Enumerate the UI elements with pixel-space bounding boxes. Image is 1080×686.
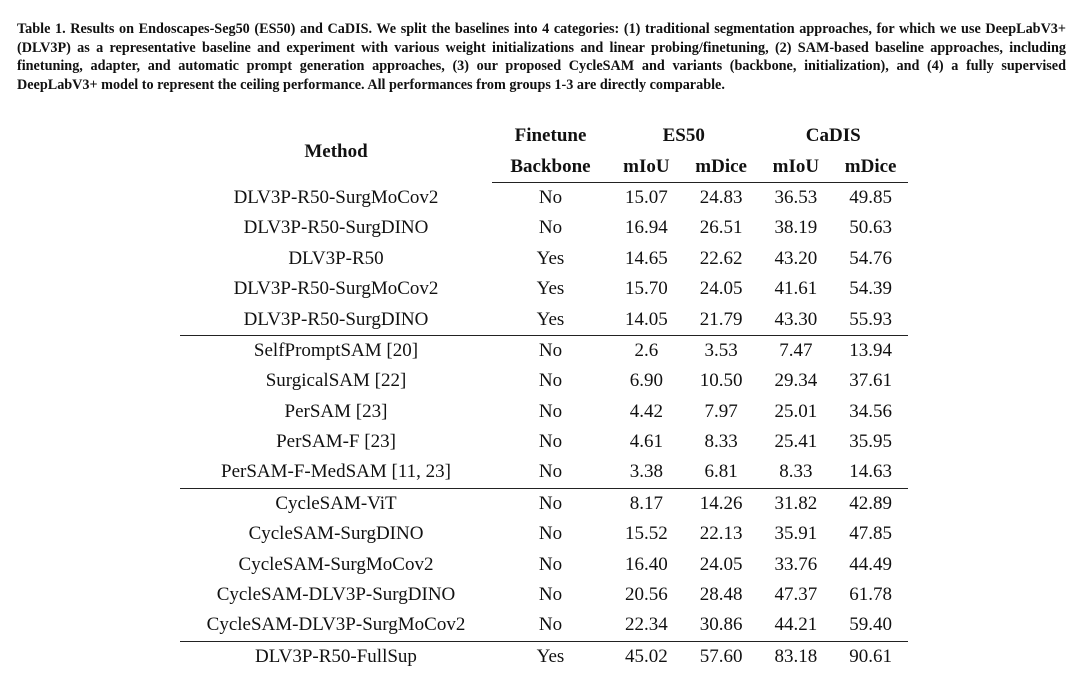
method-cell: SurgicalSAM [22]	[265, 370, 407, 392]
table-row	[180, 519, 908, 549]
cadis-mdice-cell: 55.93	[849, 308, 892, 330]
finetune-cell: No	[492, 335, 609, 366]
cadis-mdice-cell: 47.85	[849, 523, 892, 545]
method-cell: CycleSAM-DLV3P-SurgMoCov2	[206, 614, 466, 636]
cadis-miou-cell: 8.33	[779, 461, 813, 483]
es50-mdice-cell: 7.97	[704, 400, 738, 422]
es50-mdice-cell: 21.79	[699, 308, 743, 330]
method-cell: CycleSAM-ViT	[180, 488, 492, 519]
cadis-miou-cell: 44.21	[774, 614, 818, 636]
finetune-cell: No	[538, 461, 563, 483]
finetune-cell: Yes	[492, 641, 609, 672]
cadis-mdice-cell: 35.95	[849, 431, 892, 453]
table-row	[180, 182, 908, 213]
cadis-mdice-cell: 44.49	[849, 553, 892, 575]
method-cell: CycleSAM-SurgMoCov2	[238, 553, 434, 575]
table-row	[180, 304, 908, 335]
method-cell: PerSAM [23]	[284, 400, 388, 422]
es50-miou-cell: 45.02	[609, 641, 684, 672]
method-cell: PerSAM-F [23]	[276, 431, 396, 453]
method-cell: SelfPromptSAM [20]	[180, 335, 492, 366]
es50-mdice-cell: 6.81	[704, 461, 738, 483]
header-es50-miou: mIoU	[609, 151, 684, 182]
cadis-mdice-cell: 54.39	[849, 278, 892, 300]
method-cell: CycleSAM-SurgDINO	[248, 523, 424, 545]
finetune-cell: Yes	[536, 278, 565, 300]
cadis-miou-cell: 29.34	[774, 370, 818, 392]
method-cell: DLV3P-R50	[288, 247, 384, 269]
method-cell: DLV3P-R50-SurgDINO	[243, 308, 429, 330]
es50-miou-cell: 14.65	[625, 247, 668, 269]
method-cell: CycleSAM-DLV3P-SurgDINO	[216, 584, 456, 606]
table-row	[180, 488, 908, 519]
es50-mdice-cell: 14.26	[684, 488, 759, 519]
es50-mdice-cell: 22.62	[699, 247, 743, 269]
es50-miou-cell: 22.34	[625, 614, 668, 636]
es50-miou-cell: 20.56	[625, 584, 668, 606]
es50-miou-cell: 14.05	[625, 308, 668, 330]
cadis-mdice-cell: 13.94	[833, 335, 908, 366]
es50-mdice-cell: 26.51	[699, 217, 743, 239]
es50-mdice-cell: 30.86	[699, 614, 743, 636]
finetune-cell: No	[538, 217, 563, 239]
table-row	[180, 244, 908, 274]
cadis-miou-cell: 33.76	[774, 553, 818, 575]
es50-miou-cell: 16.94	[625, 217, 668, 239]
table-row	[180, 610, 908, 641]
cadis-mdice-cell: 59.40	[849, 614, 892, 636]
table-row	[180, 366, 908, 396]
es50-miou-cell: 16.40	[625, 553, 668, 575]
table-caption: Table 1. Results on Endoscapes-Seg50 (ES50) and CaDIS. We split the baselines into 4 categories: (1) traditional segmentation approaches, for which we use DeepLabV3+ (DLV3P) as a representative baseline and experiment with various weight initializations and linear probing/finetuning, (2) SAM-based baseline approaches, including finetuning, adapter, and automatic prompt generation approaches, (3) our proposed CycleSAM and variants (backbone, initialization), and (4) a fully supervised DeepLabV3+ model to represent the ceiling performance. All performances from groups 1-3 are directly comparable.	[17, 21, 1066, 93]
table-row	[180, 274, 908, 304]
es50-mdice-cell: 24.05	[699, 278, 743, 300]
es50-mdice-cell: 24.05	[699, 553, 743, 575]
table-row	[180, 213, 908, 243]
es50-mdice-cell: 57.60	[684, 641, 759, 672]
es50-miou-cell: 15.07	[625, 186, 668, 208]
cadis-miou-cell: 43.20	[774, 247, 818, 269]
cadis-mdice-cell: 50.63	[849, 217, 892, 239]
method-cell: DLV3P-R50-SurgMoCov2	[233, 278, 439, 300]
cadis-mdice-cell: 49.85	[849, 186, 892, 208]
method-cell: DLV3P-R50-SurgDINO	[243, 217, 429, 239]
table-row	[180, 427, 908, 457]
es50-miou-cell: 15.52	[625, 523, 668, 545]
table-row	[180, 549, 908, 579]
table-row	[180, 457, 908, 488]
es50-mdice-cell: 24.83	[699, 186, 743, 208]
cadis-miou-cell: 83.18	[759, 641, 834, 672]
method-cell: DLV3P-R50-FullSup	[180, 641, 492, 672]
table-row	[180, 641, 908, 672]
cadis-miou-cell: 47.37	[774, 584, 818, 606]
finetune-cell: No	[538, 186, 563, 208]
cadis-mdice-cell: 90.61	[833, 641, 908, 672]
es50-miou-cell: 15.70	[625, 278, 668, 300]
finetune-cell: Yes	[536, 247, 565, 269]
cadis-miou-cell: 38.19	[774, 217, 818, 239]
cadis-mdice-cell: 61.78	[849, 584, 892, 606]
finetune-cell: No	[538, 400, 563, 422]
cadis-mdice-cell: 54.76	[849, 247, 892, 269]
cadis-mdice-cell: 37.61	[849, 370, 892, 392]
finetune-cell: No	[538, 431, 563, 453]
finetune-cell: No	[538, 370, 563, 392]
cadis-miou-cell: 31.82	[759, 488, 834, 519]
results-table	[180, 121, 908, 672]
cadis-miou-cell: 25.41	[774, 431, 818, 453]
es50-miou-cell: 3.38	[629, 461, 663, 483]
header-cadis-mdice: mDice	[833, 151, 908, 182]
cadis-mdice-cell: 34.56	[849, 400, 892, 422]
method-cell: PerSAM-F-MedSAM [11, 23]	[221, 461, 451, 483]
finetune-cell: No	[538, 553, 563, 575]
cadis-miou-cell: 41.61	[774, 278, 818, 300]
es50-miou-cell: 6.90	[629, 370, 663, 392]
header-backbone: Backbone	[492, 151, 609, 182]
cadis-miou-cell: 43.30	[774, 308, 818, 330]
es50-miou-cell: 2.6	[609, 335, 684, 366]
es50-mdice-cell: 3.53	[684, 335, 759, 366]
header-es50-mdice: mDice	[684, 151, 759, 182]
es50-mdice-cell: 8.33	[704, 431, 738, 453]
cadis-miou-cell: 35.91	[774, 523, 818, 545]
es50-mdice-cell: 22.13	[699, 523, 743, 545]
cadis-miou-cell: 25.01	[774, 400, 818, 422]
finetune-cell: No	[492, 488, 609, 519]
cadis-miou-cell: 7.47	[759, 335, 834, 366]
finetune-cell: No	[538, 584, 563, 606]
header-cadis-miou: mIoU	[759, 151, 834, 182]
header-row-top	[180, 121, 908, 151]
es50-mdice-cell: 28.48	[699, 584, 743, 606]
table-body	[180, 182, 908, 672]
cadis-mdice-cell: 42.89	[833, 488, 908, 519]
es50-miou-cell: 4.42	[629, 400, 663, 422]
method-cell: DLV3P-R50-SurgMoCov2	[233, 186, 439, 208]
es50-mdice-cell: 10.50	[699, 370, 743, 392]
finetune-cell: No	[538, 614, 563, 636]
header-finetune: Finetune	[514, 125, 587, 147]
es50-miou-cell: 8.17	[609, 488, 684, 519]
table-row	[180, 335, 908, 366]
table-row	[180, 580, 908, 610]
es50-miou-cell: 4.61	[629, 431, 663, 453]
header-es50: ES50	[662, 125, 705, 147]
table-row	[180, 397, 908, 427]
cadis-mdice-cell: 14.63	[849, 461, 892, 483]
cadis-miou-cell: 36.53	[774, 186, 818, 208]
header-method: Method	[304, 140, 368, 162]
finetune-cell: No	[538, 523, 563, 545]
finetune-cell: Yes	[536, 308, 565, 330]
header-cadis: CaDIS	[805, 125, 861, 147]
